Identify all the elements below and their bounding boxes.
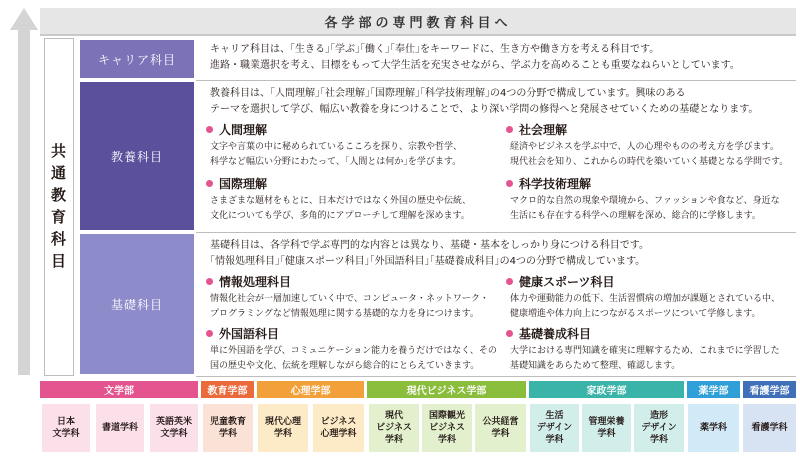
dept-label: 公共経営 bbox=[482, 417, 519, 427]
kyoyo-intro-1: 教養科目は、｢人間理解｣｢社会理解｣｢国際理解｣｢科学技術理解｣の4つの分野で構成しています。興味のある bbox=[210, 88, 686, 99]
dept-label: 文学科 bbox=[52, 429, 80, 439]
subject-title-text: 健康スポーツ科目 bbox=[519, 275, 615, 289]
dept-label: ビジネス bbox=[376, 423, 412, 433]
dept-label: 現代 bbox=[384, 411, 403, 421]
faculty-label: 教育学部 bbox=[207, 386, 248, 397]
dept-box bbox=[475, 404, 526, 452]
common-label-char: 教 bbox=[50, 186, 67, 204]
dept-label: 現代心理 bbox=[264, 417, 301, 427]
category-career: キャリア科目 bbox=[80, 40, 194, 78]
ningen-desc-1: 文字や言葉の中に秘められているこころを探り、宗教や哲学、 bbox=[210, 142, 463, 152]
divider bbox=[196, 376, 796, 377]
shakai-desc-1: 経済やビジネスを学ぶ中で、人の心理やものの考え方を学びます。 bbox=[510, 142, 779, 152]
subject-title-text: 社会理解 bbox=[519, 123, 568, 137]
faculty-gendai-business bbox=[367, 381, 526, 398]
bullet-icon bbox=[506, 126, 513, 133]
faculty-label: 現代ビジネス学部 bbox=[406, 386, 487, 397]
dept-box bbox=[96, 404, 144, 452]
faculty-label: 薬学部 bbox=[698, 386, 729, 397]
subject-ningen-title bbox=[206, 122, 267, 138]
dept-label: 看護学科 bbox=[751, 423, 788, 433]
common-label-char: 共 bbox=[50, 142, 67, 160]
kenko-desc-2: 健康増進や体力向上につながるスポーツについて学修します。 bbox=[510, 309, 761, 319]
bullet-icon bbox=[506, 180, 513, 187]
dept-label: 学科 bbox=[384, 435, 403, 445]
dept-box bbox=[150, 404, 198, 452]
divider bbox=[196, 232, 796, 233]
dept-label: 児童教育 bbox=[209, 417, 246, 427]
faculty-label: 文学部 bbox=[104, 386, 134, 397]
faculty-label: 看護学部 bbox=[749, 386, 790, 397]
dept-label: 学科 bbox=[491, 429, 510, 439]
bullet-icon bbox=[506, 278, 513, 285]
subject-title-text: 情報処理科目 bbox=[219, 275, 292, 289]
page-title: 各学部の専門教育科目へ bbox=[40, 8, 796, 34]
dept-label: 管理栄養 bbox=[588, 417, 625, 427]
subject-title-text: 国際理解 bbox=[219, 177, 268, 191]
dept-label: デザイン bbox=[536, 423, 573, 433]
ningen-desc-2: 科学など幅広い分野にわたって、｢人間とは何か｣を学びます。 bbox=[210, 157, 462, 167]
category-kiso: 基礎科目 bbox=[80, 234, 194, 374]
faculty-shinri bbox=[257, 381, 364, 398]
dept-label: 生活 bbox=[545, 411, 564, 421]
kenko-desc-1: 体力や運動能力の低下、生活習慣病の増加が課題とされている中、 bbox=[510, 294, 781, 304]
subject-kagaku-title bbox=[506, 176, 591, 192]
dept-box bbox=[203, 404, 253, 452]
up-arrow-shaft bbox=[18, 30, 30, 375]
dept-label: 書道学科 bbox=[101, 423, 138, 433]
bullet-icon bbox=[206, 278, 213, 285]
dept-label: 心理学科 bbox=[320, 429, 357, 439]
career-text-2: 進路・職業選択を考え、目標をもって大学生活を充実させながら、学ぶ力を高めることも重要なねらいとしています。 bbox=[210, 60, 740, 71]
bullet-icon bbox=[206, 180, 213, 187]
dept-label: ビジネス bbox=[320, 417, 357, 427]
dept-box bbox=[258, 404, 308, 452]
dept-box bbox=[688, 404, 739, 452]
faculty-kyoiku bbox=[201, 381, 254, 398]
subject-title-text: 基礎養成科目 bbox=[519, 327, 592, 341]
dept-box bbox=[313, 404, 364, 452]
dept-label: 学科 bbox=[649, 435, 668, 445]
subject-joho-title bbox=[206, 274, 291, 290]
subject-title-text: 人間理解 bbox=[219, 123, 268, 137]
dept-label: 薬学科 bbox=[699, 423, 727, 433]
kiso-intro-1: 基礎科目は、各学科で学ぶ専門的な内容とは異なり、基礎・基本をしっかり身につける科目です。 bbox=[210, 240, 649, 251]
dept-box bbox=[530, 404, 579, 452]
subject-title-text: 外国語科目 bbox=[219, 327, 280, 341]
shakai-desc-2: 現代社会を知り、これからの時代を築いていく基礎となる学問です。 bbox=[510, 157, 789, 167]
kokusai-desc-1: さまざまな題材をもとに、日本だけではなく外国の歴史や伝統、 bbox=[210, 196, 472, 206]
dept-label: 学科 bbox=[545, 435, 564, 445]
dept-label: 学科 bbox=[437, 435, 456, 445]
dept-label: 国際観光 bbox=[428, 411, 465, 421]
subject-kisoyosei-title bbox=[506, 326, 591, 342]
category-kyoyo: 教養科目 bbox=[80, 82, 194, 230]
faculty-kango bbox=[743, 381, 796, 398]
gaikoku-desc-1: 単に外国語を学び、コミュニケーション能力を養うだけではなく、その bbox=[210, 346, 497, 356]
dept-label: 文学科 bbox=[160, 429, 188, 439]
joho-desc-2: プログラミングなど情報処理に関する基礎的な力を身につけます。 bbox=[210, 309, 479, 319]
faculty-label: 心理学部 bbox=[290, 386, 331, 397]
faculty-kasei bbox=[529, 381, 684, 398]
bullet-icon bbox=[206, 330, 213, 337]
subject-gaikoku-title bbox=[206, 326, 279, 342]
faculty-bungaku bbox=[40, 381, 198, 398]
dept-label: デザイン bbox=[641, 423, 677, 433]
kokusai-desc-2: 文化についても学び、多角的にアプローチして理解を深めます。 bbox=[210, 211, 470, 221]
career-text-1: キャリア科目は、｢生きる｣｢学ぶ｣｢働く｣｢奉仕｣をキーワードに、生き方や働き方を考える科目です。 bbox=[210, 44, 660, 55]
kisoyosei-desc-1: 大学における専門知識を確実に理解するため、これまでに学習した bbox=[510, 346, 780, 356]
common-education-label bbox=[49, 140, 69, 272]
divider bbox=[196, 80, 796, 81]
common-label-char: 科 bbox=[50, 230, 67, 248]
bullet-icon bbox=[506, 330, 513, 337]
kyoyo-intro-2: テーマを選択して学び、幅広い教養を身につけることで、より深い学問の修得へと発展させていくための基礎となります。 bbox=[210, 104, 759, 115]
subject-kokusai-title bbox=[206, 176, 267, 192]
dept-label: 造形 bbox=[649, 411, 668, 421]
kagaku-desc-2: 生活にも存在する科学への理解を深め、総合的に学修します。 bbox=[510, 211, 761, 221]
common-label-char: 通 bbox=[50, 164, 67, 182]
dept-box bbox=[369, 404, 419, 452]
subject-kenko-title bbox=[506, 274, 615, 290]
dept-label: 学科 bbox=[597, 429, 616, 439]
bullet-icon bbox=[206, 126, 213, 133]
kisoyosei-desc-2: 基礎知識をあらためて整理、確認します。 bbox=[510, 361, 681, 371]
dept-label: 学科 bbox=[273, 429, 292, 439]
common-label-char: 目 bbox=[50, 252, 67, 270]
dept-label: ビジネス bbox=[429, 423, 465, 433]
subject-title-text: 科学技術理解 bbox=[519, 177, 592, 191]
dept-box bbox=[743, 404, 796, 452]
faculty-label: 家政学部 bbox=[586, 386, 627, 397]
dept-label: 学科 bbox=[218, 429, 237, 439]
kagaku-desc-1: マクロ的な自然の現象や環境から、ファッションや食など、身近な bbox=[510, 196, 780, 206]
kiso-intro-2: ｢情報処理科目｣｢健康スポーツ科目｣｢外国語科目｣｢基礎養成科目｣の4つの分野で構成しています。 bbox=[210, 256, 646, 267]
up-arrow-icon bbox=[10, 8, 38, 30]
common-label-char: 育 bbox=[50, 208, 67, 226]
dept-box bbox=[422, 404, 472, 452]
joho-desc-1: 情報化社会が一層加速していく中で、コンピュータ・ネットワーク・ bbox=[210, 294, 489, 304]
faculty-yaku bbox=[687, 381, 740, 398]
dept-label: 日本 bbox=[56, 417, 75, 427]
dept-box bbox=[582, 404, 631, 452]
dept-label: 英語英米 bbox=[155, 417, 192, 427]
dept-box bbox=[634, 404, 684, 452]
title-divider bbox=[40, 34, 796, 36]
gaikoku-desc-2: 国の歴史や文化、伝統を理解しながら総合的にとらえていきます。 bbox=[210, 361, 480, 371]
subject-shakai-title bbox=[506, 122, 567, 138]
dept-box bbox=[42, 404, 90, 452]
